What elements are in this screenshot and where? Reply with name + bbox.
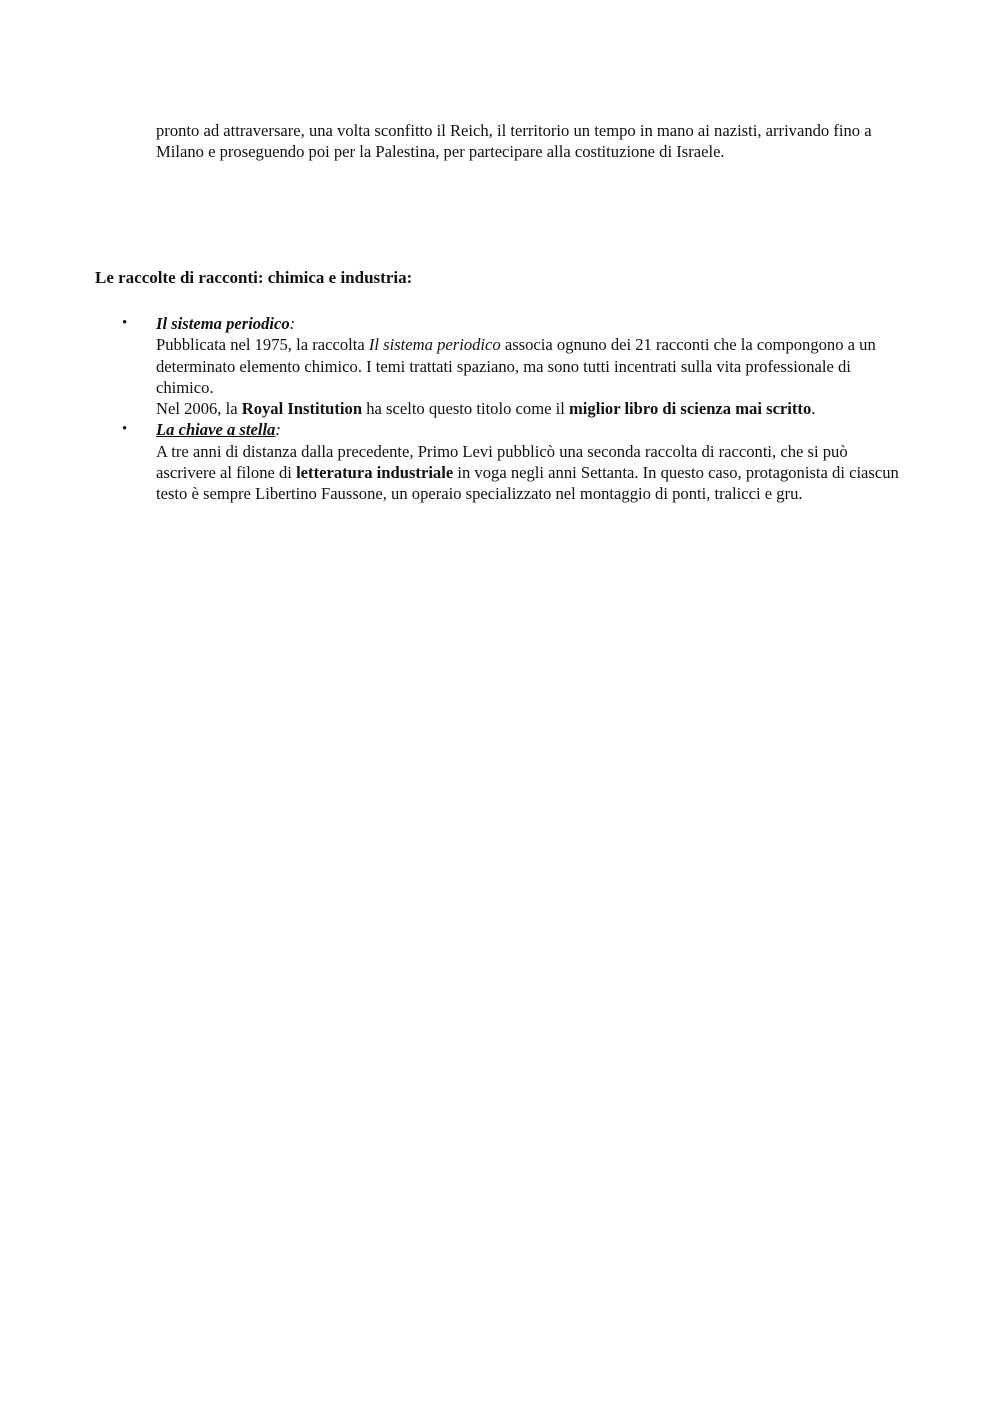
item-title-colon: : bbox=[275, 420, 281, 440]
item-title: Il sistema periodico bbox=[156, 314, 290, 333]
text-run: . bbox=[811, 399, 816, 419]
book-title-inline: Il sistema periodico bbox=[368, 335, 501, 355]
bold-run: miglior libro di scienza mai scritto bbox=[568, 399, 812, 419]
bullet-icon: • bbox=[122, 421, 128, 438]
text-run: Pubblicata nel 1975, la raccolta bbox=[156, 335, 369, 355]
item-description bbox=[156, 441, 906, 505]
text-run: in voga negli anni Settanta. In questo caso, protagonista di ciascun testo è sempre Libertino Faussone, un operaio specializzato nel montaggio di ponti, tralicci e gru. bbox=[156, 463, 899, 504]
text-run: Nel 2006, la bbox=[156, 399, 242, 419]
section-heading: Le raccolte di racconti: chimica e industria: bbox=[95, 268, 413, 287]
item-title-colon: : bbox=[289, 314, 296, 333]
text-run: ha scelto questo titolo come il bbox=[362, 399, 569, 419]
text-run: associa ognuno dei 21 racconti che la compongono a un determinato elemento chimico. I temi trattati spaziano, ma sono tutti incentrati sulla vita professionale di chimico. bbox=[156, 335, 876, 397]
text-run: A tre anni di distanza dalla precedente, Primo Levi pubblicò una seconda raccolta di racconti, che si può ascrivere al filone di bbox=[156, 441, 848, 483]
item-note bbox=[156, 398, 906, 419]
list-item-sistema-periodico bbox=[122, 313, 906, 419]
bullet-icon: • bbox=[122, 315, 128, 331]
continuation-paragraph: pronto ad attraversare, una volta sconfitto il Reich, il territorio un tempo in mano ai nazisti, arrivando fino a Milano e proseguendo poi per la Palestina, per partecipare alla costituzione di Israele. bbox=[156, 121, 872, 162]
list-item-chiave-a-stella bbox=[122, 419, 906, 504]
story-collections-list bbox=[122, 313, 906, 505]
bold-run: letteratura industriale bbox=[296, 463, 454, 483]
item-title: La chiave a stella bbox=[156, 420, 276, 440]
bold-run: Royal Institution bbox=[241, 399, 363, 419]
item-title-line bbox=[156, 419, 906, 440]
item-title-line bbox=[156, 313, 906, 334]
item-description bbox=[156, 334, 906, 398]
